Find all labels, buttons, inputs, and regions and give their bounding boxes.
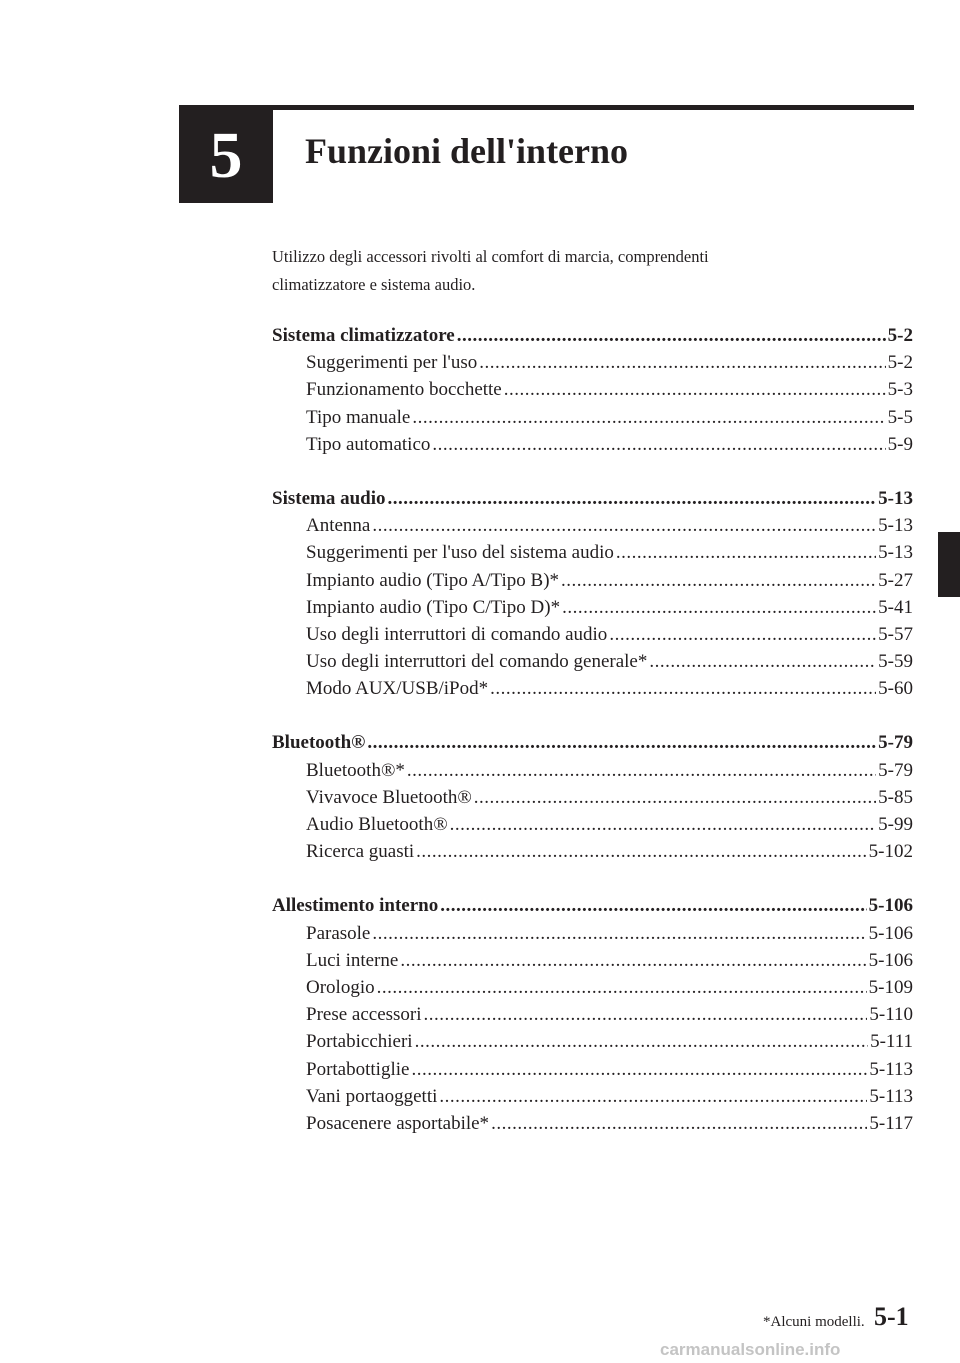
dot-leader — [411, 1056, 867, 1083]
dot-leader — [416, 838, 867, 865]
dot-leader — [504, 376, 886, 403]
chapter-number: 5 — [209, 118, 243, 192]
toc-entry-label: Tipo manuale — [306, 406, 411, 428]
toc-page-number: 5-57 — [878, 623, 913, 645]
chapter-title: Funzioni dell'interno — [305, 131, 629, 171]
toc-section — [272, 729, 913, 865]
dot-leader — [432, 431, 885, 458]
toc-entry-label: Audio Bluetooth® — [306, 814, 448, 835]
footnote: *Alcuni modelli. — [763, 1314, 865, 1330]
page-number: 5-1 — [874, 1302, 909, 1331]
toc-page-number: 5-113 — [869, 1058, 913, 1080]
toc-entry-label: Ricerca guasti — [306, 841, 415, 863]
toc-section — [272, 322, 913, 458]
toc-entry-label: Vani portaoggetti — [306, 1085, 438, 1107]
toc-entry-label: Impianto audio (Tipo C/Tipo D)* — [306, 596, 561, 618]
chapter-header-rule — [179, 105, 914, 110]
dot-leader — [479, 349, 885, 376]
dot-leader — [412, 404, 885, 431]
dot-leader — [616, 539, 876, 566]
toc-page-number: 5-109 — [868, 976, 913, 998]
toc-entry-label: Portabottiglie — [306, 1058, 410, 1080]
dot-leader — [372, 512, 876, 539]
table-of-contents — [272, 322, 913, 1164]
dot-leader — [367, 729, 876, 756]
watermark: carmanualsonline.info — [660, 1340, 841, 1359]
toc-page-number: 5-9 — [887, 433, 913, 455]
toc-page-number: 5-3 — [887, 379, 913, 401]
toc-entry-label: Suggerimenti per l'uso del sistema audio — [306, 542, 614, 564]
toc-entry[interactable] — [272, 974, 913, 1001]
toc-entry[interactable] — [272, 947, 913, 974]
toc-page-number: 5-102 — [868, 841, 913, 863]
toc-section — [272, 485, 913, 703]
toc-entry[interactable] — [272, 376, 913, 403]
toc-entry[interactable] — [272, 920, 913, 947]
dot-leader — [377, 974, 867, 1001]
toc-entry[interactable] — [272, 757, 913, 784]
toc-entry[interactable] — [272, 594, 913, 621]
dot-leader — [407, 757, 876, 784]
toc-section-heading[interactable] — [272, 322, 913, 349]
toc-entry-label: Bluetooth®* — [306, 759, 405, 781]
toc-entry-label: Tipo automatico — [306, 433, 431, 455]
toc-entry[interactable] — [272, 512, 913, 539]
dot-leader — [562, 594, 876, 621]
intro-line: Utilizzo degli accessori rivolti al comfort di marcia, comprendenti — [272, 247, 709, 266]
toc-entry-label: Prese accessori — [306, 1004, 422, 1026]
toc-page-number: 5-79 — [878, 759, 913, 781]
toc-entry[interactable] — [272, 621, 913, 648]
toc-entry-label: Modo AUX/USB/iPod* — [306, 678, 489, 700]
dot-leader — [474, 784, 876, 811]
chapter-intro — [272, 243, 892, 299]
toc-page-number: 5-111 — [870, 1031, 913, 1053]
dot-leader — [372, 920, 866, 947]
dot-leader — [439, 1083, 867, 1110]
toc-page-number: 5-27 — [878, 569, 913, 591]
toc-entry[interactable] — [272, 349, 913, 376]
toc-entry-label: Funzionamento bocchette — [306, 379, 502, 401]
toc-page-number: 5-13 — [878, 515, 913, 537]
dot-leader — [649, 648, 876, 675]
toc-entry[interactable] — [272, 567, 913, 594]
toc-section-title: Sistema audio — [272, 487, 386, 509]
toc-page-number: 5-106 — [868, 895, 913, 917]
toc-entry[interactable] — [272, 539, 913, 566]
toc-entry-label: Uso degli interruttori di comando audio — [306, 623, 608, 645]
toc-page-number: 5-106 — [868, 922, 913, 944]
dot-leader — [415, 1028, 869, 1055]
toc-entry[interactable] — [272, 431, 913, 458]
toc-entry[interactable] — [272, 1001, 913, 1028]
toc-page-number: 5-59 — [878, 651, 913, 673]
toc-section-title: Allestimento interno — [272, 895, 439, 917]
toc-page-number: 5-2 — [887, 325, 913, 346]
toc-entry[interactable] — [272, 675, 913, 702]
dot-leader — [491, 1110, 867, 1137]
toc-entry[interactable] — [272, 1028, 913, 1055]
toc-page-number: 5-85 — [878, 786, 913, 808]
toc-page-number: 5-99 — [878, 814, 913, 835]
toc-entry-label: Luci interne — [306, 949, 399, 971]
dot-leader — [440, 892, 866, 919]
toc-entry-label: Posacenere asportabile* — [306, 1112, 490, 1134]
toc-entry-label: Portabicchieri — [306, 1031, 413, 1053]
chapter-number-box — [179, 108, 273, 203]
toc-page-number: 5-110 — [869, 1004, 913, 1026]
toc-entry[interactable] — [272, 784, 913, 811]
toc-entry[interactable] — [272, 1110, 913, 1137]
toc-page-number: 5-13 — [878, 487, 913, 509]
toc-page-number: 5-60 — [878, 678, 913, 700]
toc-entry[interactable] — [272, 648, 913, 675]
toc-page-number: 5-41 — [878, 596, 913, 618]
toc-entry[interactable] — [272, 838, 913, 865]
dot-leader — [400, 947, 866, 974]
toc-entry-label: Uso degli interruttori del comando generale* — [306, 651, 648, 673]
toc-entry-label: Suggerimenti per l'uso — [306, 352, 478, 374]
toc-entry-label: Impianto audio (Tipo A/Tipo B)* — [306, 569, 560, 591]
toc-entry-label: Parasole — [306, 922, 371, 944]
toc-section-heading[interactable] — [272, 729, 913, 756]
toc-entry[interactable] — [272, 1083, 913, 1110]
toc-section — [272, 892, 913, 1137]
toc-section-title: Sistema climatizzatore — [272, 325, 455, 346]
toc-page-number: 5-106 — [868, 949, 913, 971]
dot-leader — [490, 675, 876, 702]
dot-leader — [450, 811, 877, 838]
toc-section-heading[interactable] — [272, 892, 913, 919]
toc-page-number: 5-113 — [869, 1085, 913, 1107]
toc-entry[interactable] — [272, 811, 913, 838]
dot-leader — [457, 322, 886, 349]
toc-page-number: 5-79 — [878, 732, 913, 754]
chapter-side-tab — [938, 532, 960, 597]
toc-page-number: 5-2 — [887, 352, 913, 374]
toc-page-number: 5-117 — [869, 1112, 913, 1134]
toc-page-number: 5-5 — [887, 406, 913, 428]
toc-page-number: 5-13 — [878, 542, 913, 564]
dot-leader — [561, 567, 876, 594]
dot-leader — [424, 1001, 868, 1028]
dot-leader — [609, 621, 876, 648]
toc-entry-label: Orologio — [306, 976, 375, 998]
toc-entry-label: Vivavoce Bluetooth® — [306, 786, 472, 808]
toc-entry-label: Antenna — [306, 515, 371, 537]
toc-section-heading[interactable] — [272, 485, 913, 512]
dot-leader — [388, 485, 877, 512]
intro-line: climatizzatore e sistema audio. — [272, 275, 476, 294]
toc-section-title: Bluetooth® — [272, 732, 366, 754]
toc-entry[interactable] — [272, 404, 913, 431]
toc-entry[interactable] — [272, 1056, 913, 1083]
